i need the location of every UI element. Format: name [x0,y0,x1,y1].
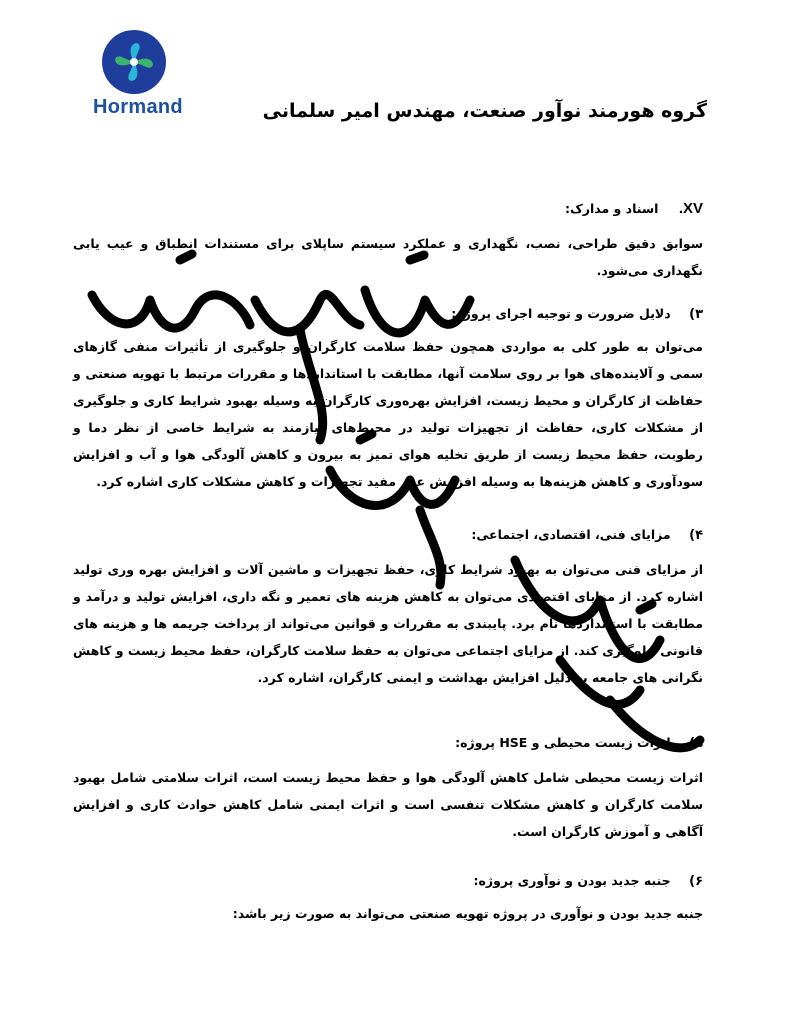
section-4-body: از مزایای فنی می‌توان به بهبود شرایط کاری، حفظ تجهیزات و ماشین آلات و افزایش بهره وری تولید اشاره کرد. از مزایای اقتصادی می‌توان به کاهش هزینه های تعمیر و نگه داری، افزایش تولید و درآمد و مطابقت با استانداردها نام برد. پایبندی به مقررات و قوانین می‌تواند از پرداخت جریمه ها و هزینه های قانونی جلوگیری کند. از مزایای اجتماعی می‌توان به حفظ سلامت کارگران، حفظ محیط زیست و کاهش نگرانی های جامعه به دلیل افزایش بهداشت و ایمنی کارگران، اشاره کرد. [73,562,703,685]
section-3-number: ۳) [689,307,703,322]
section-4-number: ۴) [689,528,703,543]
section-6-heading [474,873,704,889]
section-15-heading [565,200,703,217]
section-15-number: XV. [678,200,703,217]
section-15-title: اسناد و مدارک: [564,201,659,216]
section-3-title: دلایل ضرورت و توجیه اجرای پروژه: [451,306,671,321]
section-5-heading [455,735,703,751]
page-header-title: گروه هورمند نوآور صنعت، مهندس امیر سلمانی [262,100,707,122]
section-4-title: مزایای فنی، اقتصادی، اجتماعی: [471,527,671,542]
section-3-heading [451,306,703,322]
section-5-number: ۵) [689,736,703,751]
section-6-number: ۶) [689,874,703,889]
swirl-logo-icon [102,30,166,94]
section-6-body: جنبه جدید بودن و نوآوری در پروژه تهویه صنعتی می‌تواند به صورت زیر باشد: [232,906,703,921]
company-logo [88,30,188,124]
logo-wordmark: Hormand [93,96,183,118]
section-15-body: سوابق دقیق طراحی، نصب، نگهداری و عملکرد سیستم ساپلای برای مستندات انطباق و عیب یابی نگهداری می‌شود. [73,236,703,278]
section-4-heading [471,527,703,543]
section-6-title: جنبه جدید بودن و نوآوری پروژه: [473,873,671,888]
section-5-title: اثرات زیست محیطی و HSE پروژه: [455,735,671,750]
section-3-body: می‌توان به طور کلی به مواردی همچون حفظ سلامت کارگران و جلوگیری از تأثیرات منفی گازهای سمی و آلاینده‌های هوا بر روی سلامت آنها، مطابقت با استانداردها و مقررات مرتبط با تهویه صنعتی و حفاظت از کارگران و محیط زیست، افزایش بهره‌وری کارگران به وسیله بهبود شرایط کاری و جلوگیری از مشکلات کاری، حفاظت از تجهیزات تولید در محیط‌های نیازمند به شرایط خاصی از نظر دما و رطوبت، حفظ محیط زیست از طریق تخلیه هوای تمیز به بیرون و کاهش آلودگی هوا و آب و افزایش سودآوری و کاهش هزینه‌ها به وسیله افزایش عمر مفید تجهیزات و کاهش مشکلات کاری اشاره کرد. [73,339,703,489]
section-5-body: اثرات زیست محیطی شامل کاهش آلودگی هوا و حفظ محیط زیست است، اثرات سلامتی شامل بهبود سلامت کارگران و کاهش مشکلات تنفسی است و اثرات ایمنی شامل کاهش حوادث کاری و افزایش آگاهی و آموزش کارگران است. [73,770,703,839]
